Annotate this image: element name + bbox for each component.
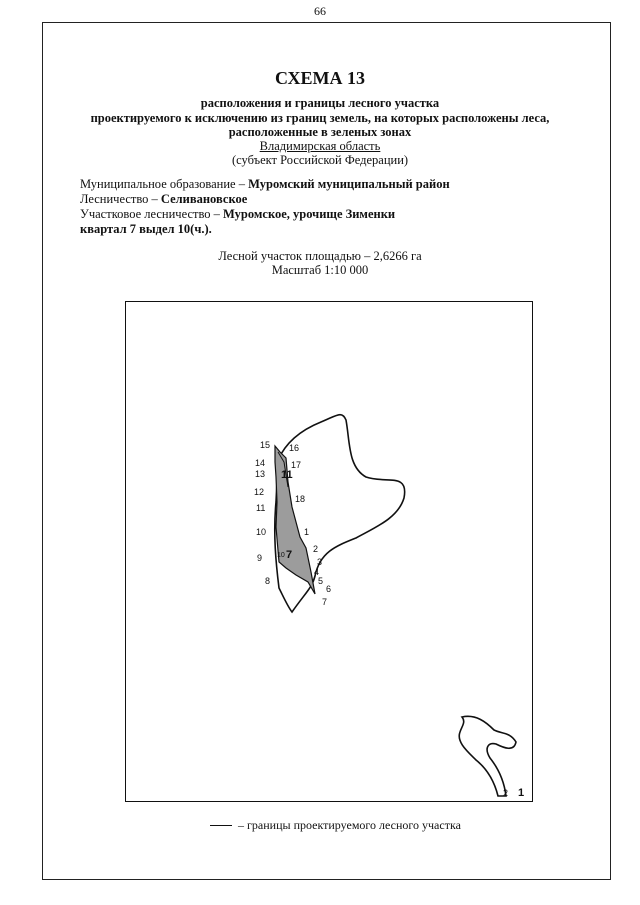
point-label-3: 3	[317, 557, 323, 567]
subtitle-line-3: расположенные в зеленых зонах	[228, 125, 412, 139]
point-label-13: 13	[255, 469, 266, 479]
corner-label-2: 2	[503, 788, 509, 798]
point-label-16: 16	[289, 443, 300, 453]
point-label-15: 15	[260, 440, 271, 450]
parcel-label-7: 7	[286, 549, 293, 561]
point-label-11: 11	[256, 503, 266, 513]
point-label-9: 9	[257, 553, 263, 563]
point-label-6: 6	[326, 584, 332, 594]
point-label-17: 17	[291, 460, 302, 470]
municipality-label: Муниципальное образование –	[80, 177, 249, 191]
scheme-title: СХЕМА 13	[274, 68, 366, 88]
subtitle-line-2: проектируемого к исключению из границ земель, на которых расположены леса,	[90, 111, 550, 125]
legend	[210, 818, 461, 833]
forestry-value: Селивановское	[160, 192, 248, 206]
forestry-line	[80, 192, 247, 207]
district-label: Участковое лесничество –	[80, 207, 224, 221]
quarter-line: квартал 7 выдел 10(ч.).	[80, 222, 212, 236]
area-text: Лесной участок площадью – 2,6266 га	[218, 249, 422, 263]
region-name: Владимирская область	[259, 139, 381, 153]
map-frame	[125, 301, 533, 802]
parcel-label-10: 10	[277, 552, 285, 559]
point-label-7: 7	[322, 597, 328, 607]
map-drawing	[126, 302, 534, 803]
point-label-10: 10	[256, 527, 267, 537]
forestry-label: Лесничество –	[80, 192, 161, 206]
corner-label-1: 1	[518, 787, 525, 799]
parcel-label-11: 11	[281, 469, 293, 481]
legend-text: – границы проектируемого лесного участка	[238, 818, 461, 832]
point-label-4: 4	[314, 567, 320, 577]
point-label-12: 12	[254, 487, 265, 497]
point-label-14: 14	[255, 458, 266, 468]
subtitle-line-1: расположения и границы лесного участка	[200, 96, 440, 110]
corner-plot-outline	[459, 716, 516, 796]
point-label-1: 1	[304, 527, 310, 537]
municipality-line	[80, 177, 450, 192]
point-label-8: 8	[265, 576, 271, 586]
region-note: (субъект Российской Федерации)	[231, 153, 409, 167]
municipality-value: Муромский муниципальный район	[248, 177, 450, 191]
point-label-18: 18	[295, 494, 306, 504]
district-value: Муромское, урочище Зименки	[223, 207, 396, 221]
page-number: 66	[314, 4, 326, 18]
district-line	[80, 207, 395, 222]
point-label-5: 5	[318, 576, 324, 586]
scale-text: Масштаб 1:10 000	[271, 263, 369, 277]
legend-line-sample	[210, 825, 232, 826]
point-label-2: 2	[313, 544, 319, 554]
